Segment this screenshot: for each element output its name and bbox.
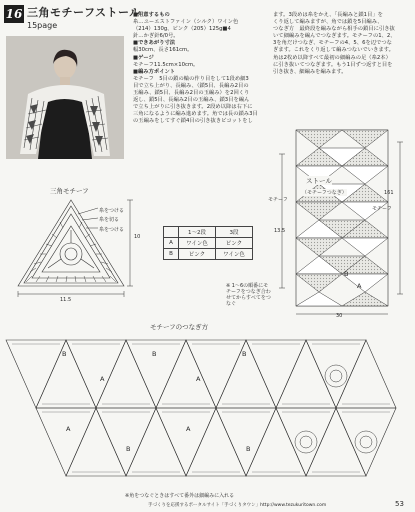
footer-note: ※角をつなぐときはすべて番外は細編みに入れる [125, 493, 235, 499]
photo-page-reference: 15page [27, 21, 58, 30]
color-table-header [164, 227, 179, 238]
materials-line: 玉編み、鎖5目、長編み2目の玉編み）を2回くり [133, 90, 250, 97]
materials-line: 三角になるように編み進めます。角では長の鎖み3目 [133, 111, 258, 118]
color-table-cell: B [164, 249, 179, 260]
materials-line: （214）130g、ピンク（205）125g■4 [133, 26, 231, 33]
motif-heading: 三角モチーフ [50, 187, 89, 195]
joining-letter: B [62, 350, 67, 358]
stole-length-left: 13.5 [274, 228, 286, 234]
color-table-cell: ワイン色 [179, 238, 216, 249]
materials-line: ■用意するもの [133, 12, 170, 18]
motif-note: 糸をつける [99, 227, 125, 233]
instructions-line: に引き抜いてつなぎます。もう1目ずつ返すと目を [273, 61, 393, 68]
stole-count-right: モチーフ [372, 206, 392, 212]
instructions-line: ぎます。これをくり返して編みつないでいきます。 [273, 47, 394, 54]
materials-line: 針…かぎ針6/0号。 [133, 33, 179, 40]
instructions-line: くり返して編みますが、角では鎖を5目編み、 [273, 19, 383, 26]
materials-line: ■できあがり寸法 [133, 40, 176, 47]
model-photo [6, 36, 124, 159]
motif-height-dimension: 10 [134, 234, 141, 240]
joining-heading: モチーフのつなぎ方 [150, 323, 209, 331]
materials-text [133, 12, 265, 126]
color-table-cell: ワイン色 [216, 249, 253, 260]
motif-note: 糸をつける [99, 208, 125, 214]
materials-line: で立ち上がりに引き抜きます。2段め以降は右下に [133, 104, 253, 111]
color-table-cell: ピンク [216, 238, 253, 249]
materials-line: 幅30cm、長さ161cm。 [133, 47, 193, 54]
stole-label: ストール [306, 177, 332, 185]
instructions-line: ます。3段めは糸をかえ、「長編みと鎖1目」を [273, 12, 383, 18]
stole-length-right: 161 [384, 190, 394, 196]
stole-width: 30 [336, 313, 343, 319]
model-illustration [6, 36, 124, 159]
instructions-line: 角は2枚め以降すべて最初の細編みの足（糸2本） [273, 54, 391, 61]
stole-note: ※ 1〜6の順番にモチーフをつなぎ合わせてからすべてをつなぐ [226, 283, 271, 307]
joining-letter: B [246, 445, 251, 453]
instructions-line: 引き抜き、細編みを編みます。 [273, 68, 347, 75]
instructions-line: つなぎ方 最終段を編みながら相手の鎖目に引き抜 [273, 26, 395, 33]
joining-letter: A [100, 375, 105, 383]
stole-count-left: モチーフ [268, 197, 288, 203]
materials-line: 目で立ち上がり、長編み、（鎖5目、長編み2目の [133, 82, 249, 89]
stole-marker-a: A [357, 282, 362, 290]
joining-letter: A [66, 425, 71, 433]
stole-marker-b: B [344, 270, 349, 278]
materials-line: モチーフ11.5cm×10cm。 [133, 61, 199, 68]
color-table [163, 226, 253, 260]
pattern-title: 三角モチーフストール [27, 6, 141, 19]
joining-letter: B [242, 350, 247, 358]
color-table-cell: ピンク [179, 249, 216, 260]
motif-width-dimension: 11.5 [60, 297, 72, 303]
stole-sublabel: （モチーフつなぎ） [302, 190, 347, 196]
materials-line: の玉編みをしてすぐ鎖4目の引き抜きピコットをし [133, 118, 253, 125]
instructions-line: 3を角だけつなぎ、モチーフの4、5、6を辺でつな [273, 40, 392, 47]
instructions-line: いて細編みを編んでつなぎます。モチーフの1、2、 [273, 33, 396, 40]
joining-letter: B [126, 445, 131, 453]
motif-note: 糸を切る [99, 217, 120, 223]
color-table-header: 3段 [216, 227, 253, 238]
page-number: 53 [395, 500, 404, 508]
joining-letter: B [152, 350, 157, 358]
materials-line: モチーフ 5目の鎖の輪の作り目をして1段め細3 [133, 75, 249, 82]
joining-letter: A [186, 425, 191, 433]
stole-layout-diagram [268, 118, 413, 318]
pattern-number-badge: 16 [5, 7, 23, 21]
materials-line: ■ゲージ [133, 54, 154, 61]
joining-letter: A [196, 375, 201, 383]
color-table-cell: A [164, 238, 179, 249]
materials-line: 糸…ユーエストファイン（シルク）ワイン色 [133, 19, 239, 26]
materials-line: ■編み方ポイント [133, 68, 176, 75]
instructions-text [273, 12, 411, 76]
footer-site: 手づくりを応援するポータルサイト「手づくりタウン」http://www.tezukuritown.com [148, 503, 327, 508]
materials-line: 返し、鎖5目、長編み2目の玉編み、鎖3目を編ん [133, 97, 250, 104]
color-table-header: 1〜2段 [179, 227, 216, 238]
